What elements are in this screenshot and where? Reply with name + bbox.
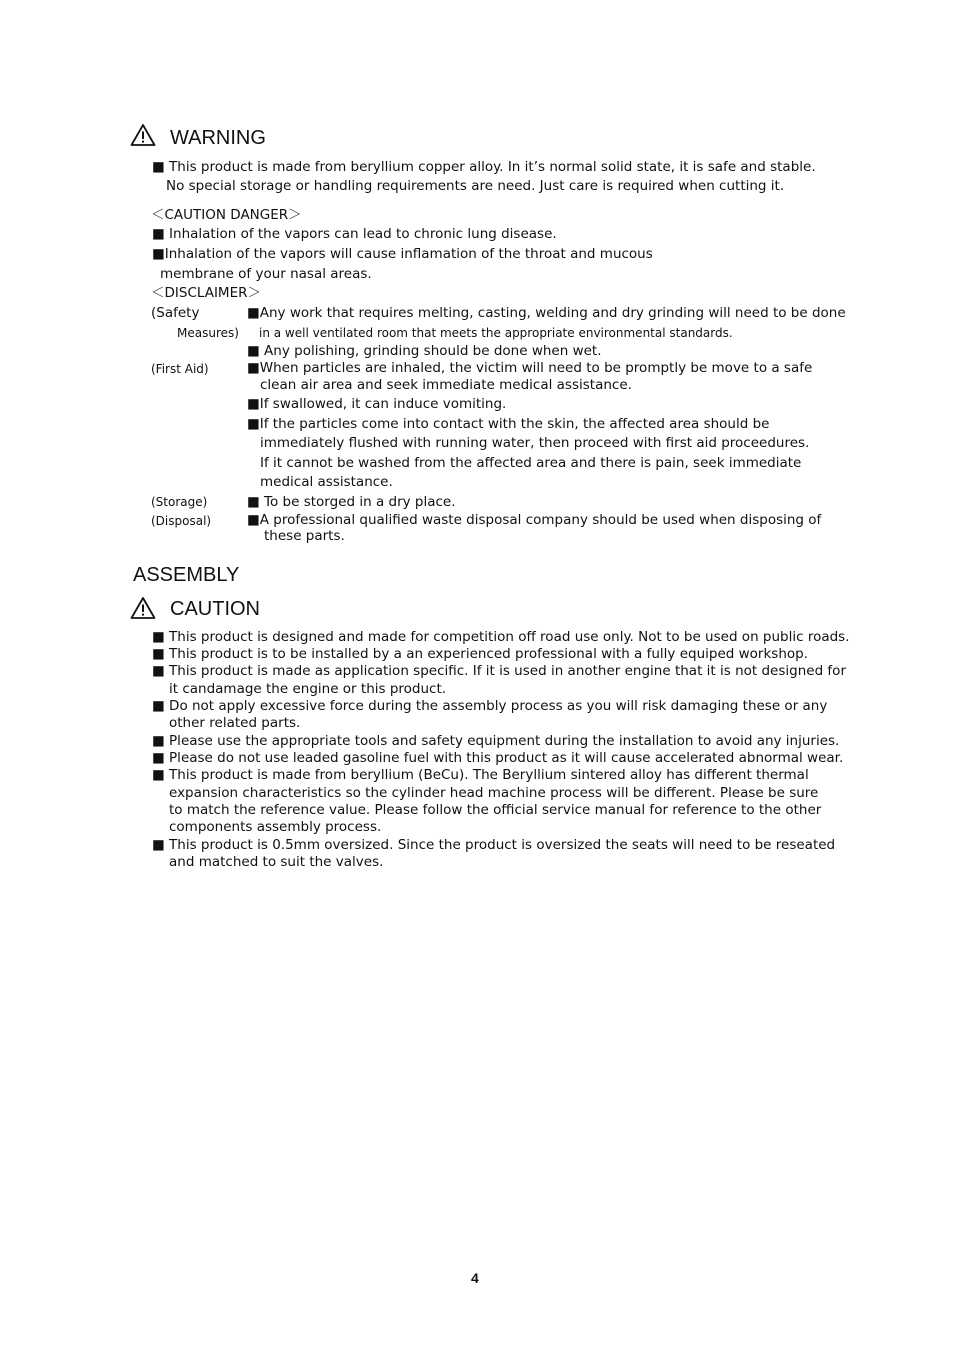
warning-triangle-icon [130, 123, 156, 147]
page-number: 4 [471, 1270, 479, 1286]
first-aid-line-7: medical assistance. [260, 474, 393, 490]
warning-intro-line-2: No special storage or handling requirements are need. Just care is required when cutting it. [166, 178, 785, 194]
first-aid-line-2: clean air area and seek immediate medical assistance. [260, 377, 632, 393]
caution-danger-line-3: membrane of your nasal areas. [160, 266, 372, 282]
assembly-line-12: components assembly process. [169, 819, 382, 835]
warning-intro-line-1: ■ This product is made from beryllium copper alloy. In it’s normal solid state, it is safe and stable. [152, 159, 816, 175]
assembly-line-3: ■ This product is made as application specific. If it is used in another engine that it is not designed for [152, 663, 846, 679]
assembly-line-13: ■ This product is 0.5mm oversized. Since the product is oversized the seats will need to be reseated [152, 837, 836, 853]
disposal-text-2: these parts. [264, 528, 345, 544]
assembly-line-14: and matched to suit the valves. [169, 854, 384, 870]
assembly-line-5: ■ Do not apply excessive force during the assembly process as you will risk damaging these or any [152, 698, 828, 714]
assembly-line-9: ■ This product is made from beryllium (BeCu). The Beryllium sintered alloy has different thermal [152, 767, 809, 783]
disposal-label: (Disposal) [151, 514, 212, 528]
assembly-line-6: other related parts. [169, 715, 301, 731]
safety-label-measures: Measures) [177, 326, 239, 340]
safety-text-2: in a well ventilated room that meets the appropriate environmental standards. [259, 326, 733, 340]
caution-danger-line-2: ■Inhalation of the vapors will cause inflamation of the throat and mucous [152, 246, 653, 262]
caution-danger-label: ＜CAUTION DANGER＞ [151, 207, 302, 223]
assembly-line-10: expansion characteristics so the cylinder head machine process will be different. Please be sure [169, 785, 819, 801]
first-aid-line-5: immediately flushed with running water, then proceed with first aid proceedures. [260, 435, 810, 451]
assembly-line-1: ■ This product is designed and made for competition off road use only. Not to be used on public roads. [152, 629, 850, 645]
warning-heading: WARNING [170, 127, 266, 149]
disclaimer-label: ＜DISCLAIMER＞ [151, 285, 261, 301]
assembly-line-11: to match the reference value. Please follow the official service manual for reference to the other [169, 802, 822, 818]
storage-label: (Storage) [151, 495, 208, 509]
assembly-line-4: it candamage the engine or this product. [169, 681, 447, 697]
storage-text: ■ To be storged in a dry place. [247, 494, 456, 510]
caution-heading: CAUTION [170, 598, 260, 620]
first-aid-line-1: ■When particles are inhaled, the victim will need to be promptly be move to a safe [247, 360, 813, 376]
assembly-heading: ASSEMBLY [133, 564, 240, 586]
first-aid-line-6: If it cannot be washed from the affected area and there is pain, seek immediate [260, 455, 802, 471]
safety-text-3: ■ Any polishing, grinding should be done when wet. [247, 343, 602, 359]
first-aid-line-3: ■If swallowed, it can induce vomiting. [247, 396, 507, 412]
warning-triangle-icon [130, 596, 156, 620]
safety-label: (Safety [151, 305, 200, 321]
safety-text-1: ■Any work that requires melting, casting, welding and dry grinding will need to be done [247, 305, 846, 321]
assembly-line-7: ■ Please use the appropriate tools and safety equipment during the installation to avoid any injuries. [152, 733, 840, 749]
disposal-text-1: ■A professional qualified waste disposal company should be used when disposing of [247, 512, 822, 528]
first-aid-line-4: ■If the particles come into contact with the skin, the affected area should be [247, 416, 770, 432]
assembly-line-8: ■ Please do not use leaded gasoline fuel with this product as it will cause accelerated abnormal wear. [152, 750, 844, 766]
assembly-line-2: ■ This product is to be installed by a an experienced professional with a fully equiped workshop. [152, 646, 808, 662]
caution-danger-line-1: ■ Inhalation of the vapors can lead to chronic lung disease. [152, 226, 557, 242]
first-aid-label: (First Aid) [151, 362, 209, 376]
